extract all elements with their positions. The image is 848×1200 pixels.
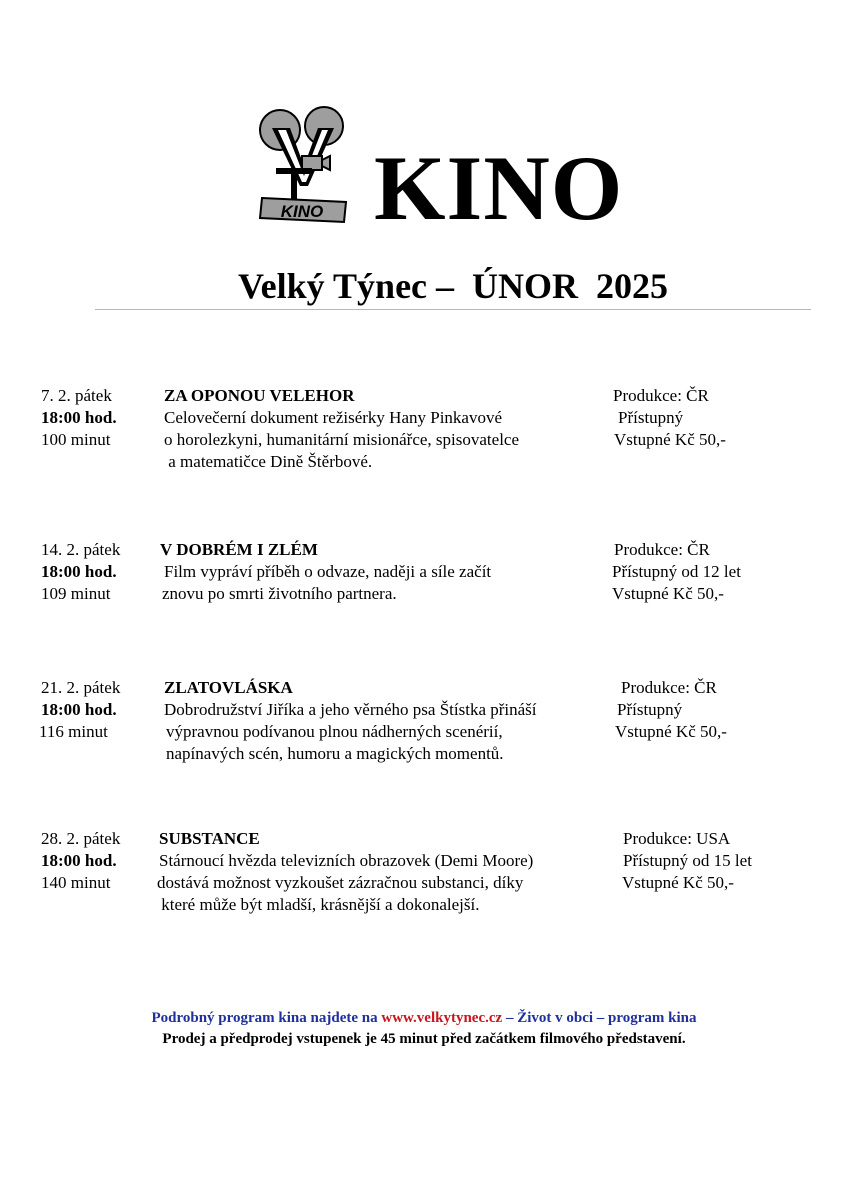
event-access: Přístupný: [617, 700, 683, 719]
event-time: 18:00 hod.: [41, 700, 117, 719]
event-price: Vstupné Kč 50,-: [622, 873, 734, 892]
event-duration: 109 minut: [41, 584, 111, 603]
event-description-line: výpravnou podívanou plnou nádherných scenérií,: [166, 722, 503, 741]
event-description-line: které může být mladší, krásnější a dokonalejší.: [157, 895, 480, 914]
event-price: Vstupné Kč 50,-: [612, 584, 724, 603]
event-description-line: znovu po smrti životního partnera.: [162, 584, 397, 603]
event-title: ZLATOVLÁSKA: [164, 678, 293, 697]
event-description-line: Dobrodružství Jiříka a jeho věrného psa Štístka přináší: [164, 700, 537, 719]
kino-logo: [258, 106, 350, 228]
header-divider: [95, 309, 811, 310]
event-duration: 140 minut: [41, 873, 111, 892]
event-date: 21. 2. pátek: [41, 678, 121, 697]
event-access: Přístupný od 15 let: [623, 851, 752, 870]
footer: [0, 1008, 848, 1050]
event-duration: 116 minut: [39, 722, 108, 741]
website-link[interactable]: www.velkytynec.cz: [381, 1010, 503, 1026]
page-subtitle: Velký Týnec – ÚNOR 2025: [237, 266, 669, 306]
footer-info-line: [0, 1008, 848, 1029]
event-description-line: Film vypráví příběh o odvaze, naději a síle začít: [164, 562, 492, 581]
event-time: 18:00 hod.: [41, 851, 117, 870]
footer-info-prefix: Podrobný program kina najdete na: [151, 1010, 382, 1026]
event-duration: 100 minut: [41, 430, 111, 449]
event-time: 18:00 hod.: [41, 408, 117, 427]
page-title: KINO: [374, 137, 624, 239]
footer-ticket-note: Prodej a předprodej vstupenek je 45 minut před začátkem filmového představení.: [162, 1031, 686, 1047]
event-production: Produkce: ČR: [613, 386, 709, 405]
event-title: V DOBRÉM I ZLÉM: [160, 540, 318, 559]
event-production: Produkce: ČR: [621, 678, 717, 697]
footer-info-suffix: – Život v obci – program kina: [502, 1010, 697, 1026]
event-description-line: Celovečerní dokument režisérky Hany Pinkavové: [164, 408, 503, 427]
event-title: SUBSTANCE: [159, 829, 260, 848]
event-production: Produkce: ČR: [614, 540, 710, 559]
event-date: 28. 2. pátek: [41, 829, 121, 848]
event-description-line: Stárnoucí hvězda televizních obrazovek (Demi Moore): [159, 851, 534, 870]
event-time: 18:00 hod.: [41, 562, 117, 581]
event-date: 7. 2. pátek: [41, 386, 112, 405]
event-description-line: dostává možnost vyzkoušet zázračnou substanci, díky: [157, 873, 524, 892]
event-title: ZA OPONOU VELEHOR: [164, 386, 355, 405]
event-description-line: a matematičce Dině Štěrbové.: [164, 452, 373, 471]
logo-text: KINO: [280, 202, 324, 221]
event-price: Vstupné Kč 50,-: [615, 722, 727, 741]
event-production: Produkce: USA: [623, 829, 731, 848]
event-access: Přístupný: [618, 408, 684, 427]
event-price: Vstupné Kč 50,-: [614, 430, 726, 449]
event-date: 14. 2. pátek: [41, 540, 121, 559]
event-description-line: napínavých scén, humoru a magických momentů.: [166, 744, 504, 763]
event-description-line: o horolezkyni, humanitární misionářce, spisovatelce: [164, 430, 520, 449]
event-access: Přístupný od 12 let: [612, 562, 741, 581]
